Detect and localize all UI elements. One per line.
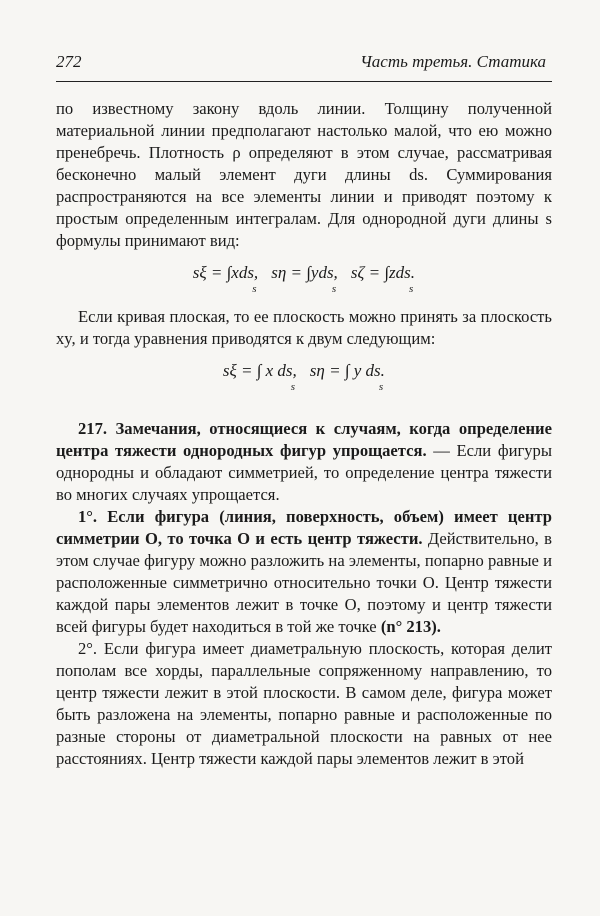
running-title: Часть третья. Статика [360,52,546,71]
integral-subscript: s [378,381,384,393]
integral-subscript: s [408,283,414,295]
formula-plane-integrals [56,356,552,400]
integral-subscript: s [331,283,337,295]
paragraph-continuation: по известному закону вдоль линии. Толщину полученной материальной линии предполагают настолько малой, что ею можно пренебречь. Плотность ρ определяют в этом случае, рассматривая бесконечно малый элемент дуги длины ds. Суммирования распространяются на все элементы линии и приводят поэтому к простым определенным интегралам. Для однородной дуги длины s формулы принимают вид: [56,99,552,250]
item-1-ref: (n° 213). [380,617,441,636]
section-gap [56,404,552,418]
section-text: — Если фигуры однородны и обладают симметрией, то определение центра тяжести во многих случаях упрощается. [56,441,553,504]
section-217 [56,418,552,506]
paragraph-plane-curve: Если кривая плоская, то ее плоскость можно принять за плоскость xy, и тогда уравнения приводятся к двум следующим: [56,307,552,348]
integral-subscript: s [252,283,257,295]
formula-z: sζ = ∫zds. [350,263,415,282]
page-number: 272 [56,52,82,71]
formula-x-plane: sξ = ∫ x ds, [222,361,297,380]
page-body [56,98,552,770]
item-2: 2°. Если фигура имеет диаметральную плоскость, которая делит пополам все хорды, параллельные сопряженному направлению, то центр тяжести лежит в этой плоскости. В самом деле, фигура может быть разложена на элементы, попарно равные и расположенные по разные стороны от диаметральной плоскости на равных от нее расстояниях. Центр тяжести каждой пары элементов лежит в этой [56,639,552,768]
section-heading: 217. Замечания, относящиеся к случаям, когда определение центра тяжести однородных фигур упрощается. [56,419,552,460]
item-1-lead: 1°. Если фигура (линия, поверхность, объем) имеет центр симметрии O, то точка O и есть центр тяжести. [56,507,552,548]
item-1-text: Действительно, в этом случае фигуру можно разложить на элементы, попарно равные и расположенные симметрично относительно точки O. Центр тяжести каждой пары элементов лежит в точке O, поэтому и центр тяжести всей фигуры будет находиться в той же точке [56,529,552,636]
page-header [56,52,552,76]
formula-y: sη = ∫yds, [271,263,338,282]
integral-subscript: s [290,381,296,393]
formula-line-integrals [56,258,552,302]
header-rule [56,81,552,82]
item-1 [56,506,552,638]
formula-y-plane: sη = ∫ y ds. [309,361,385,380]
formula-x: sξ = ∫xds, [192,263,259,282]
